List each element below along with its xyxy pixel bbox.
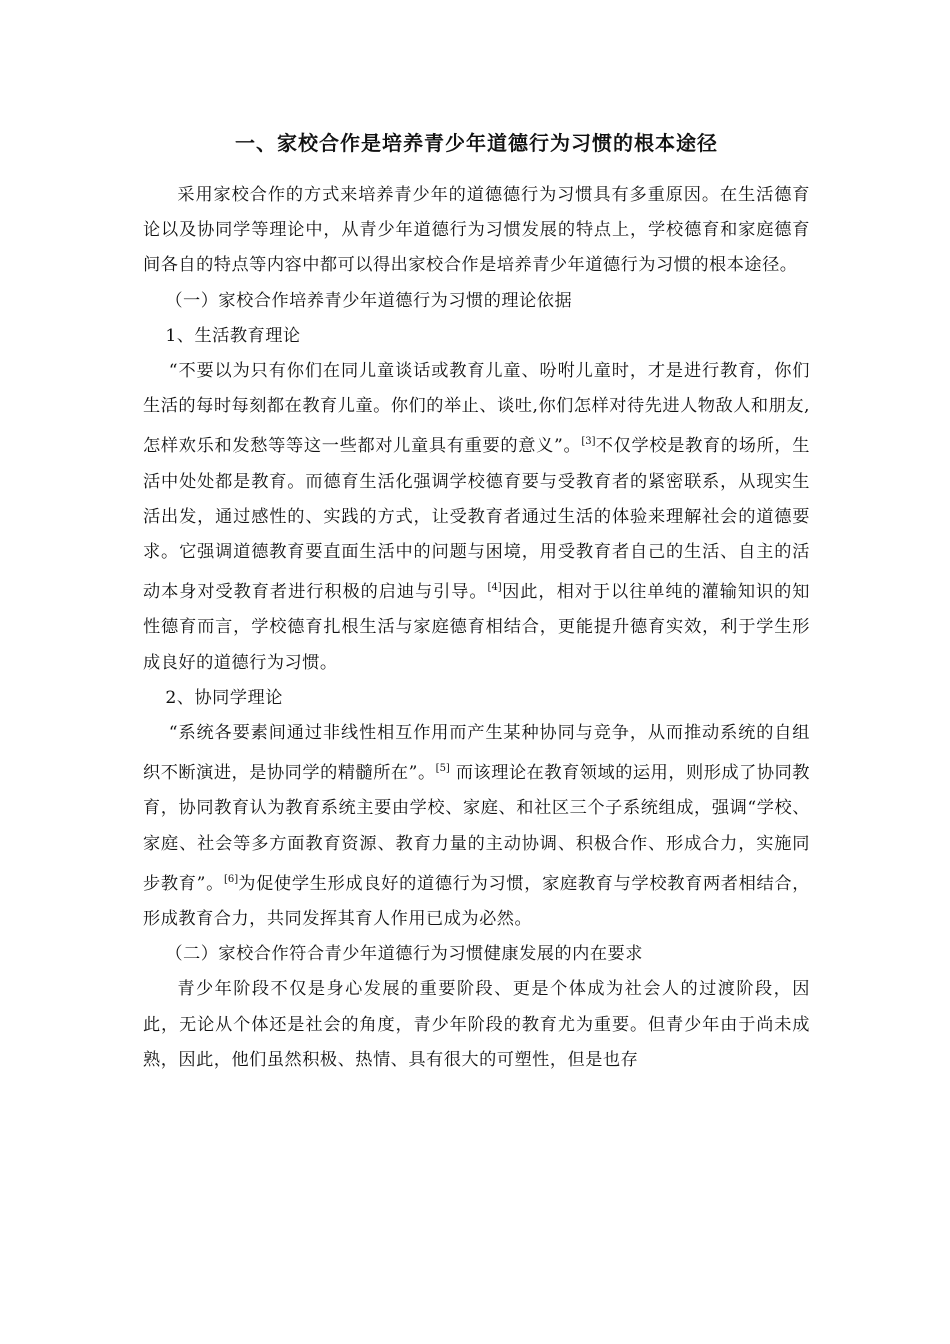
subsection1-heading: 1、生活教育理论 <box>165 325 301 346</box>
section2-paragraph: 青少年阶段不仅是身心发展的重要阶段、更是个体成为社会人的过渡阶段，因此，无论从个体还是社会的角度，青少年阶段的教育尤为重要。但青少年由于尚未成熟，因此，他们虽然积极、热情、具有很大的可塑性，但是也存 <box>143 979 810 1070</box>
intro-paragraph: 采用家校合作的方式来培养青少年的道德德行为习惯具有多重原因。在生活德育论以及协同学等理论中，从青少年道德行为习惯发展的特点上，学校德育和家庭德育间各自的特点等内容中都可以得出家校合作是培养青少年道德行为习惯的根本途径。 <box>143 185 810 276</box>
synergetics-paragraph <box>143 716 810 937</box>
citation-4: [4] <box>487 582 502 594</box>
citation-6: [6] <box>223 873 239 885</box>
section2-heading: （二）家校合作符合青少年道德行为习惯健康发展的内在要求 <box>165 944 643 965</box>
body-text: 不仅学校是教育的场所，生活中处处都是教育。而德育生活化强调学校德育要与受教育者的紧密联系，从现实生活出发，通过感性的、实践的方式，让受教育者通过生活的体验来理解社会的道德要求。它强调道德教育要直面生活中的问题与困境，用受教育者自己的生活、自主的活动本身对受教育者进行积极的启迪与引导。 <box>143 436 810 603</box>
chapter-heading: 一、家校合作是培养青少年道德行为习惯的根本途径 <box>235 131 718 155</box>
body-text: 而该理论在教育领域的运用，则形成了协同教育，协同教育认为教育系统主要由学校、家庭、和社区三个子系统组成，强调“学校、家庭、社会等多方面教育资源、教育力量的主动协调、积极合作、形成合力，实施同步教育”。 <box>143 763 810 894</box>
citation-3: [3] <box>581 436 596 448</box>
life-education-paragraph <box>143 354 810 681</box>
citation-5: [5] <box>435 763 450 775</box>
section1-heading: （一）家校合作培养青少年道德行为习惯的理论依据 <box>165 290 573 311</box>
quote-text: “系统各要素间通过非线性相互作用而产生某种协同与竞争，从而推动系统的自组织不断演进，是协同学的精髓所在”。 <box>143 723 810 784</box>
subsection2-heading: 2、协同学理论 <box>165 687 283 708</box>
body-text: 为促使学生形成良好的道德行为习惯，家庭教育与学校教育两者相结合，形成教育合力，共同发挥其育人作用已成为必然。 <box>143 873 810 930</box>
quote-text: “不要以为只有你们在同儿童谈话或教育儿童、吩咐儿童时，才是进行教育，你们生活的每时每刻都在教育儿童。你们的举止、谈吐,你们怎样对待先进人物敌人和朋友,怎样欢乐和发愁等等这一些都对儿童具有重要的意义”。 <box>143 361 810 457</box>
body-text: 因此，相对于以往单纯的灌输知识的知性德育而言，学校德育扎根生活与家庭德育相结合，更能提升德育实效，利于学生形成良好的道德行为习惯。 <box>143 582 810 673</box>
